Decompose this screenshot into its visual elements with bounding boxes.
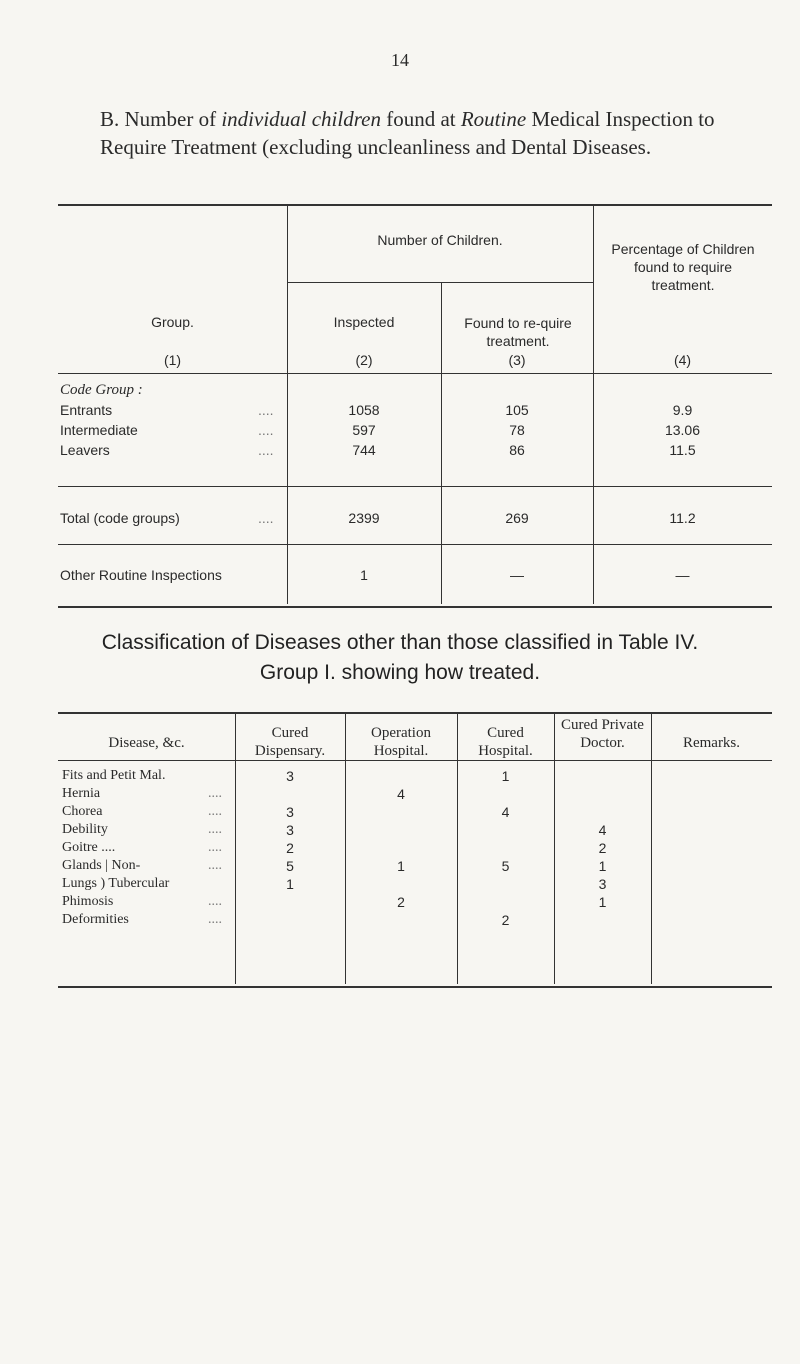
row-total-found: 269 — [505, 510, 529, 526]
heading-mid: found at — [380, 107, 461, 131]
row-intermediate-group: Intermediate — [60, 422, 138, 438]
row-leavers-inspected: 744 — [352, 442, 376, 458]
disease-name: Lungs ) Tubercular — [62, 876, 170, 891]
page-number: 14 — [391, 50, 409, 70]
operation-hospital-value: 4 — [397, 786, 405, 802]
classification-title-line1: Classification of Diseases other than those classified in Table IV. — [101, 631, 699, 654]
col-percentage-number: (4) — [673, 352, 692, 368]
col-cured-dispensary-header: Cured Dispensary. — [254, 725, 326, 759]
col-found-number: (3) — [508, 352, 526, 368]
row-other-pct: — — [675, 567, 690, 583]
disease-name: Debility — [62, 822, 108, 837]
cured-private-doctor-value: 1 — [598, 858, 607, 874]
row-entrants-found: 105 — [505, 402, 529, 418]
row-intermediate-found: 78 — [509, 422, 525, 438]
number-of-children-header: Number of Children. — [377, 232, 503, 248]
cured-hospital-value: 4 — [501, 804, 510, 820]
disease-classification-table: Disease, &c. Cured Dispensary. Operation Hospital. Cured Hospital. Cured Private Doctor. Remarks. Fits and Petit Mal. 3 1 Hernia .... 4 Chorea .... 3 4 Debility .... 3 4 Goitre .... .... 2 2 Glands | Non- .... 5 1 5 1 Lungs ) Tubercular 1 3 Phimosis .... 2 1 Deformities .... 2 — [58, 712, 772, 988]
cured-private-doctor-value: 1 — [598, 894, 607, 910]
cured-hospital-value: 1 — [501, 768, 510, 784]
row-other-group: Other Routine Inspections — [60, 567, 222, 583]
col-found-header: Found to re-quire treatment. — [464, 315, 572, 349]
heading-suffix: Medical Inspection to Require Treatment (excluding uncleanliness and Dental Diseases. — [100, 107, 715, 159]
row-intermediate-pct: 13.06 — [664, 422, 701, 438]
heading-italic-individual: individual children — [221, 107, 381, 131]
row-intermediate-inspected: 597 — [352, 422, 376, 438]
col-group-header: Group. — [151, 314, 194, 330]
row-entrants-pct: 9.9 — [672, 402, 693, 418]
disease-name: Chorea — [62, 804, 103, 819]
cured-dispensary-value: 1 — [286, 876, 294, 892]
row-other-found: — — [510, 567, 524, 583]
cured-private-doctor-value: 4 — [598, 822, 607, 838]
code-group-label: Code Group : — [60, 382, 143, 398]
row-total-inspected: 2399 — [348, 510, 380, 526]
col-group-number: (1) — [163, 352, 182, 368]
cured-dispensary-value: 3 — [286, 768, 294, 784]
row-entrants-inspected: 1058 — [348, 402, 380, 418]
col-remarks-header: Remarks. — [682, 735, 741, 751]
row-leavers-pct: 11.5 — [669, 442, 696, 458]
disease-name: Fits and Petit Mal. — [62, 768, 166, 783]
cured-private-doctor-value: 3 — [598, 876, 607, 892]
classification-title — [0, 628, 800, 688]
disease-name: Deformities — [62, 912, 129, 927]
col-cured-hospital-header: Cured Hospital. — [478, 725, 533, 759]
section-b-heading — [100, 105, 740, 161]
cured-dispensary-value: 3 — [286, 822, 294, 838]
row-leavers-found: 86 — [509, 442, 525, 458]
cured-hospital-value: 2 — [501, 912, 510, 928]
row-other-inspected: 1 — [360, 567, 368, 583]
classification-title-line2: Group I. showing how treated. — [259, 661, 541, 684]
col-cured-private-doctor-header: Cured Private Doctor. — [561, 717, 644, 751]
disease-name: Hernia — [62, 786, 101, 801]
cured-private-doctor-value: 2 — [598, 840, 607, 856]
cured-dispensary-value: 3 — [286, 804, 294, 820]
col-inspected-number: (2) — [355, 352, 373, 368]
row-total-pct: 11.2 — [669, 510, 696, 526]
col-operation-hospital-header: Operation Hospital. — [371, 725, 431, 759]
operation-hospital-value: 2 — [397, 894, 405, 910]
children-treatment-table: Group. (1) Number of Children. Inspected (2) Found to re-quire treatment. (3) Percentage of Children found to require treatment. (4) Code Group : Entrants .... 1058 105 9.9 Intermediate .... 597 78 13.06 Leavers .... 744 86 11.5 Total (code groups) .... 2399 269 11.2 Other Routine Inspections 1 — — — [58, 204, 772, 608]
cured-dispensary-value: 5 — [286, 858, 294, 874]
disease-name: Glands | Non- — [62, 858, 141, 873]
col-percentage-header: Percentage of Children found to require treatment. — [611, 241, 755, 293]
row-entrants-group: Entrants — [60, 402, 113, 418]
col-disease-header: Disease, &c. — [108, 735, 185, 751]
cured-dispensary-value: 2 — [286, 840, 294, 856]
row-total-group: Total (code groups) — [60, 510, 180, 526]
heading-prefix: B. Number of — [100, 107, 222, 131]
operation-hospital-value: 1 — [397, 858, 405, 874]
disease-name: Goitre .... — [62, 840, 116, 855]
row-leavers-group: Leavers — [60, 442, 110, 458]
disease-name: Phimosis — [62, 894, 114, 909]
heading-italic-routine: Routine — [460, 107, 527, 131]
col-inspected-header: Inspected — [333, 314, 395, 330]
cured-hospital-value: 5 — [501, 858, 510, 874]
